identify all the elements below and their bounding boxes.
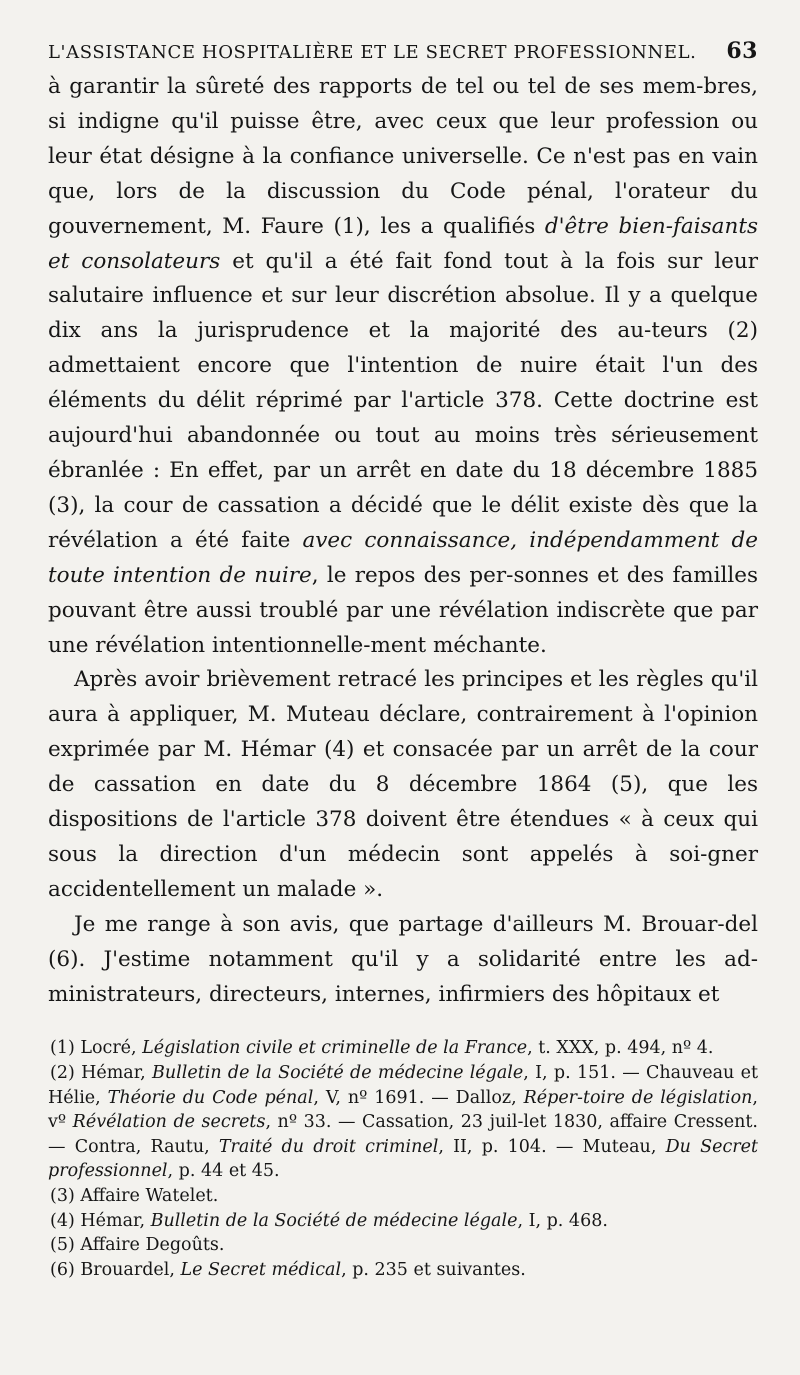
text-run: , nº 33. — Cassation, 23 juil-let 1830, affaire Cressent. — Contra, Rautu, — [48, 1112, 758, 1157]
text-run: Hémar, — [74, 1210, 151, 1231]
paragraph — [48, 908, 758, 1013]
text-run: Affaire Degoûts. — [74, 1235, 225, 1256]
text-run: et qu'il a été fait fond tout à la fois sur leur salutaire influence et sur leur discrétion absolue. Il y a quelque dix ans la jurisprudence et la majorité des au-teurs (2) admettaient encore que l'intention de nuire était l'un des éléments du délit réprimé par l'article 378. Cette doctrine est aujourd'hui abandonnée ou tout au moins très sérieusement ébranlée : En effet, par un arrêt en date du 18 décembre 1885 (3), la cour de cassation a décidé que le délit existe dès que la révélation a été faite — [48, 248, 758, 553]
text-run: Affaire Watelet. — [74, 1186, 219, 1207]
running-title: L'ASSISTANCE HOSPITALIÈRE ET LE SECRET PROFESSIONNEL. — [48, 42, 697, 63]
italic-text: avec connaissance, indépendamment de toute intention de nuire — [48, 527, 758, 588]
footnotes — [48, 1036, 758, 1282]
text-run: , le repos des per-sonnes et des familles pouvant être aussi troublé par une révélation indiscrète que par une révélation intentionnelle-ment méchante. — [48, 562, 758, 658]
text-run: , p. 44 et 45. — [167, 1161, 280, 1182]
text-run: , vº — [48, 1087, 758, 1133]
footnote — [48, 1233, 758, 1258]
footnote-number: (1) — [50, 1038, 75, 1059]
text-run: Je me range à son avis, que partage d'ailleurs M. Brouar-del (6). J'estime notamment qu'il y a solidarité entre les ad-ministrateurs, directeurs, internes, infirmiers des hôpitaux et — [48, 911, 758, 1007]
text-run: Après avoir brièvement retracé les principes et les règles qu'il aura à appliquer, M. Muteau déclare, contrairement à l'opinion exprimée par M. Hémar (4) et consacée par un arrêt de la cour de cassation en date du 8 décembre 1864 (5), que les dispositions de l'article 378 doivent être étendues « à ceux qui sous la direction d'un médecin sont appelés à soi-gner accidentellement un malade ». — [48, 667, 758, 902]
text-run: à garantir la sûreté des rapports de tel ou tel de ses mem-bres, si indigne qu'il puisse être, avec ceux que leur profession ou leur état désigne à la confiance universelle. Ce n'est pas en vain que, lors de la discussion du Code pénal, l'orateur du gouvernement, M. Faure (1), les a qualifiés — [48, 74, 758, 239]
footnote-number: (6) — [50, 1259, 75, 1280]
italic-text: Bulletin de la Société de médecine légale — [152, 1063, 524, 1084]
text-run: Brouardel, — [74, 1259, 181, 1280]
page-number: 63 — [726, 38, 758, 64]
footnote — [48, 1061, 758, 1184]
footnote — [48, 1209, 758, 1234]
text-run: , I, p. 468. — [517, 1210, 608, 1231]
italic-text: Théorie du Code pénal — [107, 1087, 314, 1108]
footnote-number: (4) — [50, 1210, 75, 1231]
paragraph — [48, 663, 758, 907]
footnote-number: (3) — [50, 1186, 75, 1207]
footnote-number: (5) — [50, 1235, 75, 1256]
running-header — [48, 38, 758, 64]
italic-text: Le Secret médical — [180, 1259, 342, 1280]
italic-text: Réper-toire de législation — [523, 1087, 753, 1108]
footnote — [48, 1184, 758, 1209]
text-run: , II, p. 104. — Muteau, — [438, 1136, 666, 1157]
text-run: Hémar, — [74, 1063, 153, 1084]
italic-text: d'être bien-faisants et consolateurs — [48, 213, 758, 274]
text-run: Locré, — [74, 1038, 143, 1059]
text-run: , V, nº 1691. — Dalloz, — [313, 1087, 524, 1108]
body-text — [48, 70, 758, 1012]
italic-text: Du Secret professionnel — [48, 1136, 759, 1182]
footnote — [48, 1258, 758, 1283]
italic-text: Traité du droit criminel — [218, 1136, 439, 1157]
paragraph — [48, 70, 758, 663]
italic-text: Révélation de secrets — [72, 1112, 266, 1133]
italic-text: Législation civile et criminelle de la France — [142, 1038, 528, 1059]
italic-text: Bulletin de la Société de médecine légale — [150, 1210, 518, 1231]
footnote — [48, 1036, 758, 1061]
text-run: , p. 235 et suivantes. — [341, 1259, 526, 1280]
text-run: , t. XXX, p. 494, nº 4. — [527, 1038, 714, 1059]
text-run: , I, p. 151. — Chauveau et Hélie, — [48, 1063, 758, 1108]
footnote-number: (2) — [50, 1063, 75, 1084]
